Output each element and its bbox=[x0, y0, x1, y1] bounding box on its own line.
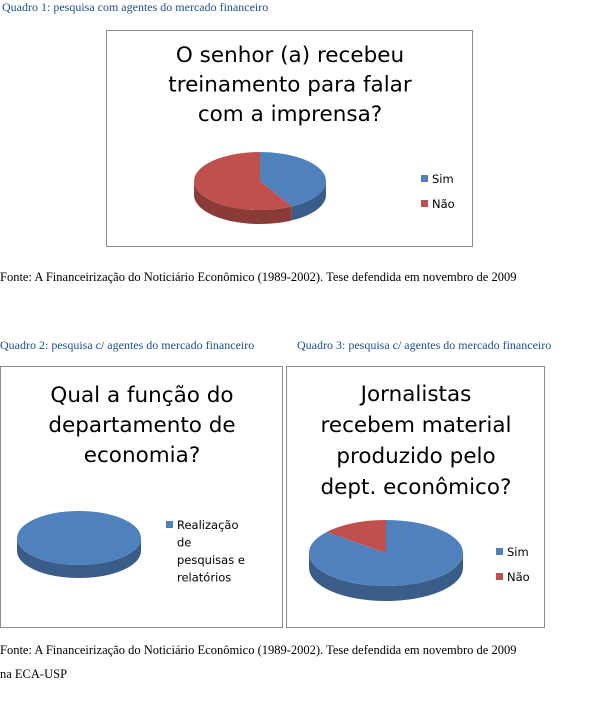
chart-2-slice-top bbox=[17, 511, 141, 565]
chart-1-legend-swatch bbox=[421, 175, 428, 182]
chart-1-legend-label: Não bbox=[432, 197, 455, 211]
chart-1-title-line: com a imprensa? bbox=[197, 102, 383, 127]
caption-quadro-3: Quadro 3: pesquisa c/ agentes do mercado financeiro bbox=[297, 338, 552, 352]
caption-quadro-1: Quadro 1: pesquisa com agentes do mercado financeiro bbox=[2, 0, 269, 14]
caption-quadro-2: Quadro 2: pesquisa c/ agentes do mercado financeiro bbox=[0, 338, 255, 352]
chart-3-title-line: dept. econômico? bbox=[320, 475, 512, 500]
source-note-2-line-2: na ECA-USP bbox=[0, 667, 68, 681]
chart-2-legend-label: Realização bbox=[177, 518, 239, 532]
chart-3-legend-label: Sim bbox=[507, 545, 529, 559]
chart-quadro-3 bbox=[286, 366, 545, 628]
chart-1-title-line: O senhor (a) recebeu bbox=[175, 43, 405, 68]
chart-3-legend-swatch bbox=[496, 573, 503, 580]
source-note-2: Fonte: A Financeirização do Noticiário Econômico (1989-2002). Tese defendida em novembro de 2009 bbox=[0, 643, 517, 657]
source-note-1: Fonte: A Financeirização do Noticiário Econômico (1989-2002). Tese defendida em novembro de 2009 bbox=[0, 270, 517, 284]
chart-3-legend-label: Não bbox=[507, 570, 530, 584]
chart-1-title-line: treinamento para falar bbox=[168, 72, 412, 98]
chart-1-svg bbox=[107, 31, 474, 248]
chart-quadro-2 bbox=[0, 366, 283, 628]
chart-1-legend-label: Sim bbox=[432, 172, 454, 186]
chart-3-legend-swatch bbox=[496, 548, 503, 555]
chart-2-legend-label: de bbox=[177, 535, 192, 550]
chart-2-legend-label: relatórios bbox=[177, 570, 232, 585]
chart-2-svg bbox=[1, 367, 284, 629]
chart-quadro-1 bbox=[106, 30, 473, 247]
chart-3-svg bbox=[287, 367, 546, 629]
chart-2-title-line: economia? bbox=[83, 443, 201, 468]
chart-2-legend-label: pesquisas e bbox=[177, 553, 245, 567]
chart-2-title-line: departamento de bbox=[48, 413, 236, 438]
chart-3-title-line: recebem material bbox=[320, 413, 512, 438]
chart-3-title-line: produzido pelo bbox=[336, 444, 496, 469]
chart-2-title-line: Qual a função do bbox=[50, 383, 234, 408]
chart-1-legend-swatch bbox=[421, 200, 428, 207]
chart-3-title-line: Jornalistas bbox=[360, 382, 472, 407]
chart-2-legend-swatch bbox=[166, 521, 173, 528]
